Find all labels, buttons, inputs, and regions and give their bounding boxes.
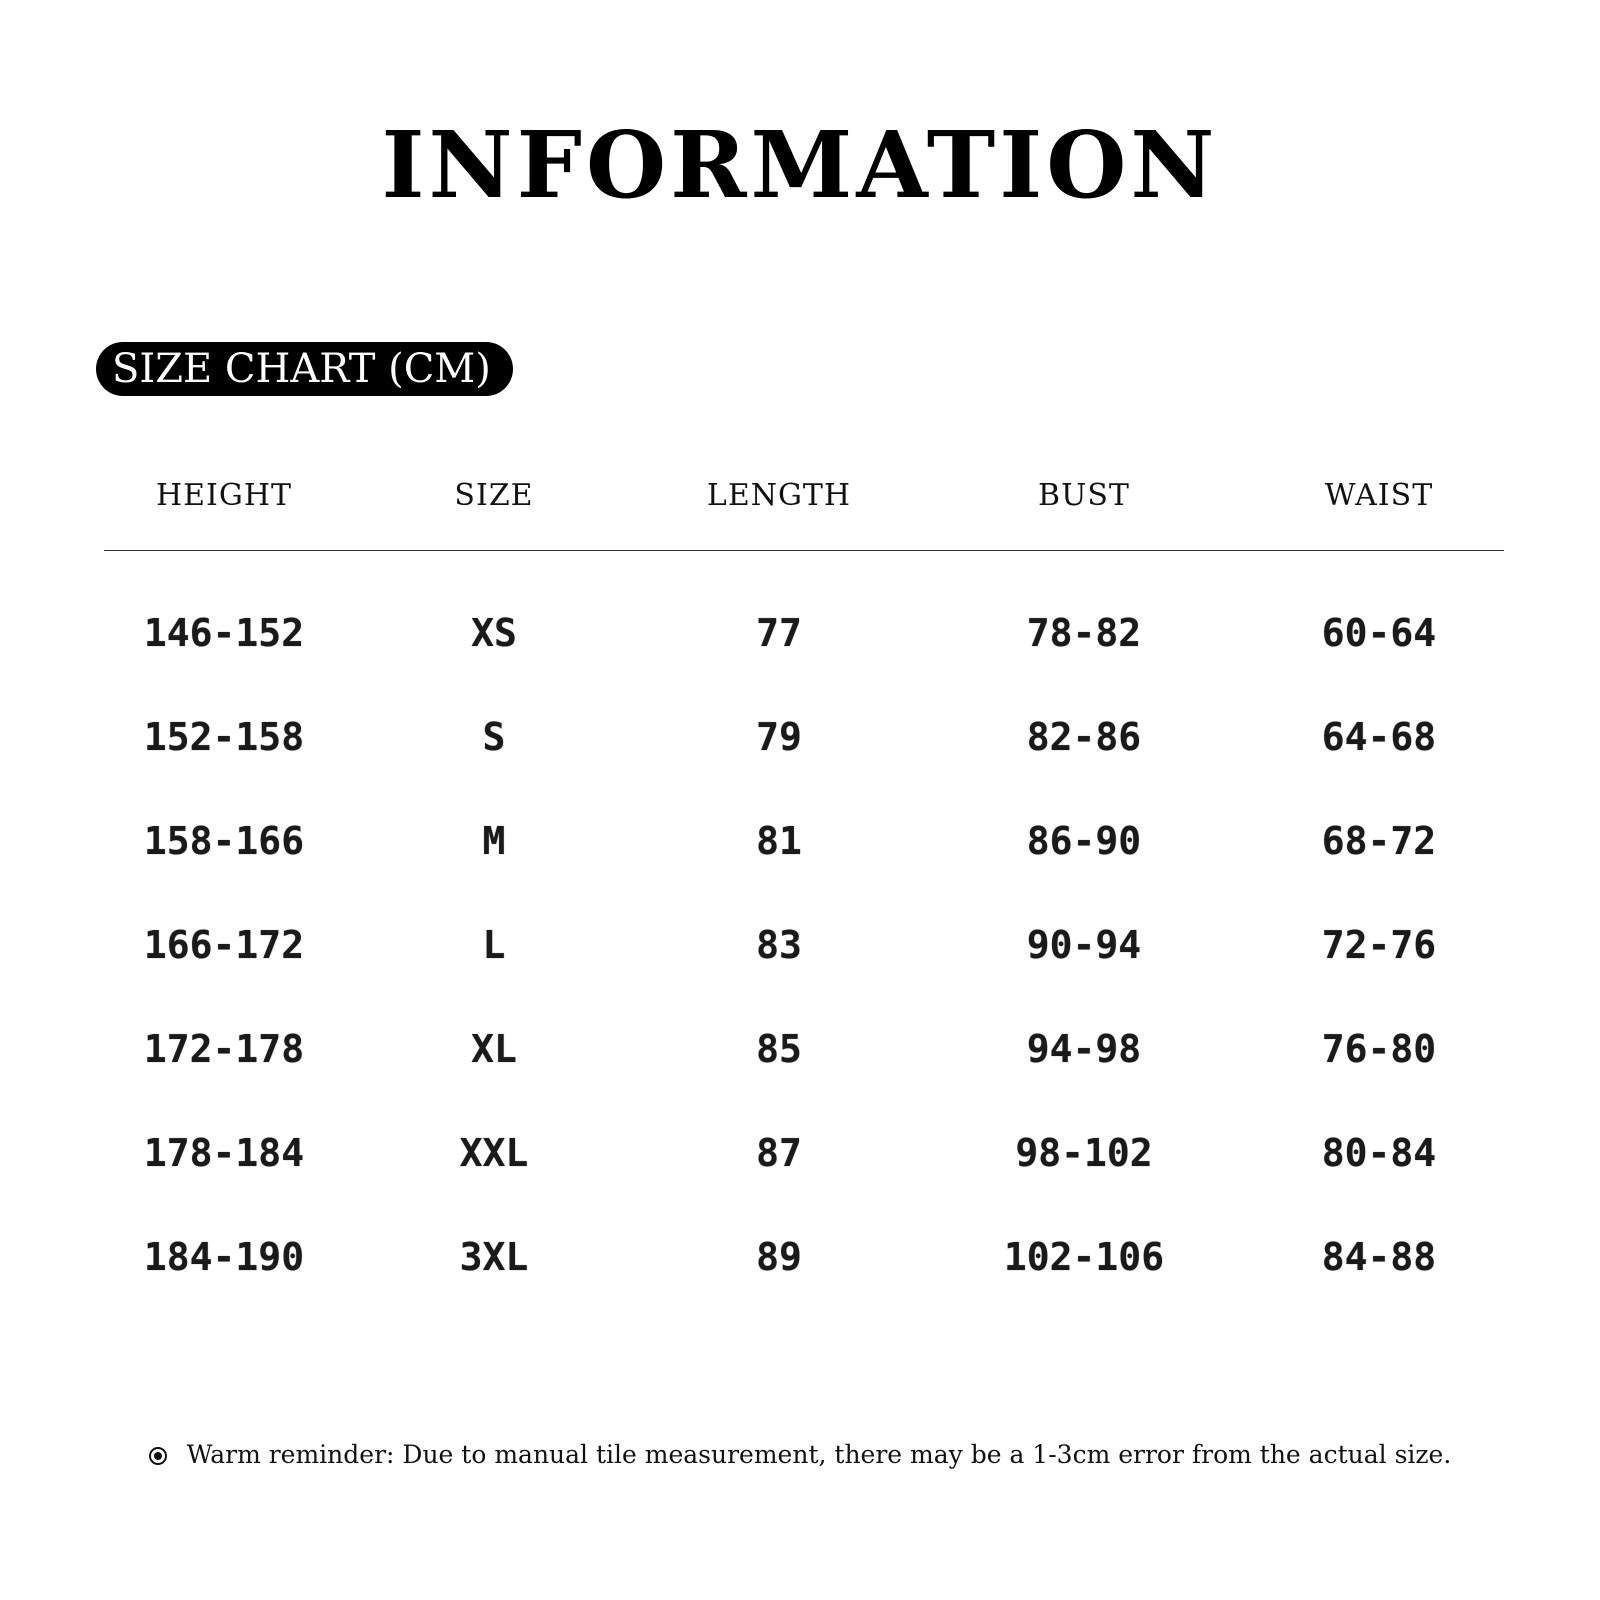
table-row — [104, 1205, 1504, 1309]
cell-length: 85 — [756, 1027, 802, 1071]
cell-length: 81 — [756, 819, 802, 863]
cell-length: 77 — [756, 611, 802, 655]
radio-bullet-icon — [149, 1447, 167, 1465]
cell-length: 79 — [756, 715, 802, 759]
cell-size: L — [482, 923, 506, 967]
cell-bust: 78-82 — [1026, 611, 1142, 655]
header-length: LENGTH — [706, 477, 852, 513]
header-height: HEIGHT — [155, 477, 293, 513]
table-row — [104, 685, 1504, 789]
warm-reminder — [0, 1440, 1600, 1469]
cell-waist: 68-72 — [1321, 819, 1437, 863]
size-chart-badge: SIZE CHART (CM) — [96, 342, 513, 396]
cell-bust: 94-98 — [1026, 1027, 1142, 1071]
table-row — [104, 581, 1504, 685]
cell-size: XL — [471, 1027, 517, 1071]
cell-height: 158-166 — [143, 819, 305, 863]
cell-height: 184-190 — [143, 1235, 305, 1279]
cell-size: XXL — [459, 1131, 529, 1175]
cell-height: 166-172 — [143, 923, 305, 967]
cell-bust: 102-106 — [1003, 1235, 1165, 1279]
cell-height: 152-158 — [143, 715, 305, 759]
cell-size: 3XL — [459, 1235, 529, 1279]
table-body — [104, 581, 1504, 1309]
page-title: INFORMATION — [381, 111, 1219, 219]
cell-waist: 64-68 — [1321, 715, 1437, 759]
table-row — [104, 893, 1504, 997]
cell-waist: 80-84 — [1321, 1131, 1437, 1175]
header-waist: WAIST — [1324, 477, 1434, 513]
cell-bust: 82-86 — [1026, 715, 1142, 759]
cell-waist: 76-80 — [1321, 1027, 1437, 1071]
cell-size: M — [482, 819, 506, 863]
cell-length: 89 — [756, 1235, 802, 1279]
cell-length: 87 — [756, 1131, 802, 1175]
cell-height: 178-184 — [143, 1131, 305, 1175]
cell-bust: 86-90 — [1026, 819, 1142, 863]
header-divider — [104, 550, 1504, 551]
cell-waist: 72-76 — [1321, 923, 1437, 967]
cell-size: S — [482, 715, 506, 759]
header-size: SIZE — [454, 477, 534, 513]
reminder-label: Warm reminder — [186, 1440, 387, 1469]
cell-bust: 98-102 — [1015, 1131, 1153, 1175]
table-row — [104, 997, 1504, 1101]
cell-waist: 84-88 — [1321, 1235, 1437, 1279]
reminder-text: : Due to manual tile measurement, there may be a 1-3cm error from the actual size. — [386, 1440, 1452, 1469]
cell-length: 83 — [756, 923, 802, 967]
cell-size: XS — [471, 611, 517, 655]
table-header-row — [104, 460, 1504, 530]
cell-bust: 90-94 — [1026, 923, 1142, 967]
cell-waist: 60-64 — [1321, 611, 1437, 655]
header-bust: BUST — [1038, 477, 1130, 513]
size-table — [104, 460, 1504, 1309]
table-row — [104, 789, 1504, 893]
table-row — [104, 1101, 1504, 1205]
cell-height: 146-152 — [143, 611, 305, 655]
cell-height: 172-178 — [143, 1027, 305, 1071]
